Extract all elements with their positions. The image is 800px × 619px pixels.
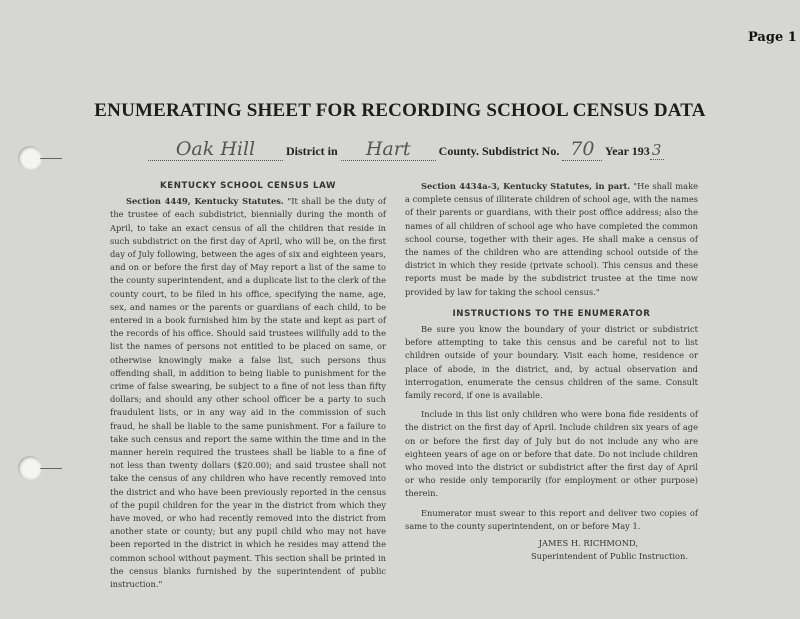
census-law-heading: KENTUCKY SCHOOL CENSUS LAW xyxy=(159,181,337,191)
district-in-label: District in xyxy=(286,144,338,158)
census-header-fields xyxy=(148,138,708,164)
punch-hole-top xyxy=(18,146,42,170)
subdistrict-no-field: 70 xyxy=(562,138,602,161)
punch-hole-bottom xyxy=(18,456,42,480)
county-label: County. Subdistrict No. xyxy=(438,144,560,158)
signatory-title: Superintendent of Public Instruction. xyxy=(530,551,688,562)
section-4449-body: "It shall be the duty of the trustee of each subdistrict, biennially during the month of April, to take an exact census of all the children that reside in such subdistrict on the first day of April, who will be, on the first day of July following, between the ages of six and eighteen years, and on or before the first day of May report a list of the same to the county superintendent, and a duplicate list to the clerk of the county court, to be filed in his office, specifying the name, age, sex, and names or the parents or guardians of each child, to be entered in a book furnished him by the state and kept as part of the records of his office. Should said trustees willfully add to the list the names of persons not entitled to be placed on same, or otherwise knowingly make a false list, such persons thus offending shall, in addition to being liable to punishment for the crime of false swearing, be subject to a fine of not less than fifty dollars; and should any other school officer be a party to such fraudulent lists, or in any way aid in the commission of such fraud, he shall be liable to the same punishment. For a failure to take such census and report the same within the time and in the manner herein required the trustees shall be liable to a fine of not less than twenty dollars ($20.00); and said trustee shall not take the census of any children who have recently removed into the district and who have been previously reported in the census of the pupil children for the year in the district from which they have moved, or who had recently removed into the district from another state or county; but any pupil child who may not have been reported in the district in which he resides may attend the common school without payment. This section shall be printed in the census blanks furnished by the superintendent of public instruction." xyxy=(110,196,386,590)
section-4434-ref: Section 4434a-3, Kentucky Statutes, in part. xyxy=(421,181,631,191)
district-name-field: Oak Hill xyxy=(148,138,283,161)
page-number: Page 1 xyxy=(748,30,797,45)
census-law-column xyxy=(110,180,386,591)
year-label: Year 193 xyxy=(604,144,650,158)
margin-mark-bottom xyxy=(40,468,62,469)
year-digit-field: 3 xyxy=(650,141,664,160)
signatory-name: JAMES H. RICHMOND, xyxy=(538,538,638,549)
margin-mark-top xyxy=(40,158,62,159)
instructions-heading: INSTRUCTIONS TO THE ENUMERATOR xyxy=(452,308,651,319)
signature-block xyxy=(405,537,698,563)
instruction-paragraph: Include in this list only children who were bona fide residents of the district on the first day of April. Include children six years of age on or before the first day of July but do not include any who are eighteen years of age on or before that date. Do not include children who moved into the district or subdistrict after the first day of April or who reside only temporarily (for employment or other purpose) therein. xyxy=(405,409,698,499)
census-law-text xyxy=(110,195,386,591)
instruction-paragraph: Be sure you know the boundary of your district or subdistrict before attempting to take this census and be careful not to list children outside of your boundary. Visit each home, residence or place of abode, in the district, and, by actual observation and interrogation, enumerate the census children of the same. Consult family record, if one is available. xyxy=(405,324,698,401)
document-title: ENUMERATING SHEET FOR RECORDING SCHOOL CENSUS DATA xyxy=(94,100,706,121)
county-name-field: Hart xyxy=(341,138,436,161)
section-4434-body: "He shall make a complete census of illiterate children of school age, with the names of their parents or guardians, with their post office address; also the names of all children of school age who have completed the common school course, together with their ages. He shall make a census of the names of the children who are attending school outside of the district in which they reside (private school). This census and these reports must be made by the subdistrict trustee at the time now provided by law for taking the school census." xyxy=(405,181,699,297)
instructions-column xyxy=(405,180,698,563)
section-4434-text xyxy=(405,180,698,299)
section-4449-ref: Section 4449, Kentucky Statutes. xyxy=(126,196,284,207)
instruction-paragraph: Enumerator must swear to this report and deliver two copies of same to the county superintendent, on or before May 1. xyxy=(405,507,698,531)
